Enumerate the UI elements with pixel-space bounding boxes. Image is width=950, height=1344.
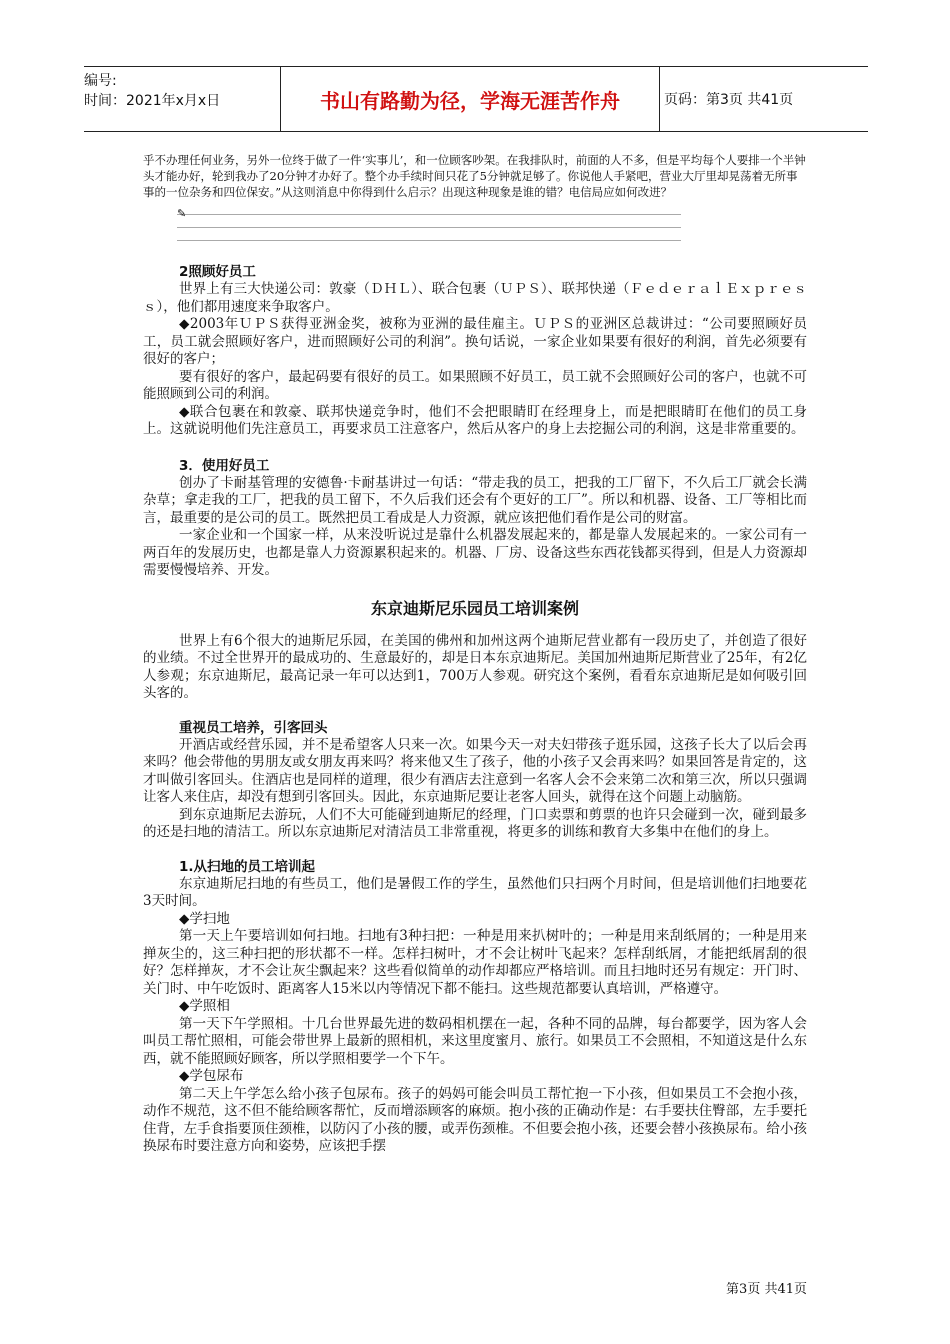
header-info [84, 71, 280, 111]
page-header [84, 66, 868, 132]
answer-line [177, 215, 681, 228]
pencil-icon: ✎ [177, 207, 187, 220]
paragraph: 创办了卡耐基管理的安德鲁·卡耐基讲过一句话：“带走我的员工，把我的工厂留下，不久后工厂就会长满杂草；拿走我的工厂，把我的员工留下，不久后我们还会有个更好的工厂”。所以和机器、设备、工厂等相比而言，最重要的是公司的员工。既然把员工看成是人力资源，就应该把他们看作是公司的财富。 [143, 474, 807, 526]
paragraph: 第一天下午学照相。十几台世界最先进的数码相机摆在一起，各种不同的品牌，每台都要学，因为客人会叫员工帮忙照相，可能会带世界上最新的照相机，来这里度蜜月、旅行。如果员工不会照相，不知道这是什么东西，就不能照顾好顾客，所以学照相要学一个下午。 [143, 1015, 807, 1067]
page-label: 页码：第3页 共41页 [664, 92, 794, 108]
number-label: 编号: [84, 73, 117, 89]
subheading: ◆学扫地 [179, 910, 230, 927]
case-title: 东京迪斯尼乐园员工培训案例 [370, 598, 579, 618]
paragraph: 要有很好的客户，最起码要有很好的员工。如果照顾不好员工，员工就不会照顾好公司的客户，也就不可能照顾到公司的利润。 [143, 368, 807, 402]
paragraph: 开酒店或经营乐园，并不是希望客人只来一次。如果今天一对夫妇带孩子逛乐园，这孩子长大了以后会再来吗？他会带他的男朋友或女朋友再来吗？将来他又生了孩子，他的小孩子又会再来吗？如果回答是肯定的，这才叫做引客回头。住酒店也是同样的道理，很少有酒店去注意到一名客人会不会来第二次和第三次，所以只强调让客人来住店，却没有想到引客回头。因此，东京迪斯尼要让老客人回头，就得在这个问题上动脑筋。 [143, 736, 807, 805]
document-body [143, 152, 807, 1156]
paragraph: 东京迪斯尼扫地的有些员工，他们是暑假工作的学生，虽然他们只扫两个月时间，但是培训他们扫地要花3天时间。 [143, 875, 807, 909]
paragraph: ◆联合包裹在和敦豪、联邦快递竞争时，他们不会把眼睛盯在经理身上，而是把眼睛盯在他们的员工身上。这就说明他们先注意员工，再要求员工注意客户，然后从客户的身上去挖掘公司的利润，这是非常重要的。 [143, 403, 807, 437]
section-title: 3．使用好员工 [179, 457, 270, 474]
section-title: 1.从扫地的员工培训起 [179, 858, 316, 875]
paragraph: 第二天上午学怎么给小孩子包尿布。孩子的妈妈可能会叫员工帮忙抱一下小孩，但如果员工不会抱小孩，动作不规范，这不但不能给顾客帮忙，反而增添顾客的麻烦。抱小孩的正确动作是：右手要扶住臀部，左手要托住背，左手食指要顶住颈椎，以防闪了小孩的腰，或弄伤颈椎。不但要会抱小孩，还要会替小孩换尿布。给小孩换尿布时要注意方向和姿势，应该把手摆 [143, 1085, 807, 1154]
answer-lines [177, 202, 807, 241]
paragraph: ◆2003年ＵＰＳ获得亚洲金奖，被称为亚洲的最佳雇主。ＵＰＳ的亚洲区总裁讲过：“公司要照顾好员工，员工就会照顾好客户，进而照顾好公司的利润”。换句话说，一家企业如果要有很好的利润，首先必须要有很好的客户； [143, 316, 807, 367]
paragraph: 一家企业和一个国家一样，从来没听说过是靠什么机器发展起来的，都是靠人发展起来的。一家公司有一两百年的发展历史，也都是靠人力资源累积起来的。机器、厂房、设备这些东西花钱都买得到，但是人力资源却需要慢慢培养、开发。 [143, 527, 807, 578]
motto: 书山有路勤为径，学海无涯苦作舟 [280, 67, 660, 131]
answer-line [177, 228, 681, 241]
paragraph: 到东京迪斯尼去游玩，人们不大可能碰到迪斯尼的经理，门口卖票和剪票的也许只会碰到一次，碰到最多的还是扫地的清洁工。所以东京迪斯尼对清洁员工非常重视，将更多的训练和教育大多集中在他们的身上。 [143, 806, 807, 840]
subheading: ◆学包尿布 [179, 1068, 244, 1084]
time-label: 时间：2021年x月x日 [84, 93, 221, 109]
paragraph: 世界上有三大快递公司：敦豪（ＤＨＬ）、联合包裹（ＵＰＳ）、联邦快递（ＦｅｄｅｒａｌＥｘｐｒｅｓｓ），他们都用速度来争取客户。 [143, 281, 807, 315]
paragraph: 世界上有6个很大的迪斯尼乐园，在美国的佛州和加州这两个迪斯尼营业都有一段历史了，并创造了很好的业绩。不过全世界开的最成功的、生意最好的，却是日本东京迪斯尼。美国加州迪斯尼斯营业了25年，有2亿人参观；东京迪斯尼，最高记录一年可以达到1，700万人参观。研究这个案例，看看东京迪斯尼是如何吸引回头客的。 [143, 632, 807, 701]
section-title: 重视员工培养，引客回头 [179, 719, 328, 736]
intro-text: 乎不办理任何业务，另外一位终于做了一件‘实事儿’，和一位顾客吵架。在我排队时，前面的人不多，但是平均每个人要排一个半钟头才能办好，轮到我办了20分钟才办好了。整个办手续时间只花了5分钟就足够了。你说他人手紧吧，营业大厅里却晃荡着无所事事的一位杂务和四位保安。”从这则消息中你得到什么启示？出现这种现象是谁的错？电信局应如何改进？ [143, 153, 806, 199]
paragraph: 第一天上午要培训如何扫地。扫地有3种扫把：一种是用来扒树叶的；一种是用来刮纸屑的；一种是用来掸灰尘的，这三种扫把的形状都不一样。怎样扫树叶，才不会让树叶飞起来？怎样刮纸屑，才能把纸屑刮的很好？怎样掸灰，才不会让灰尘飘起来？这些看似简单的动作却都应严格培训。而且扫地时还另有规定：开门时、关门时、中午吃饭时、距离客人15米以内等情况下都不能扫。这些规范都要认真培训，严格遵守。 [143, 928, 807, 997]
page-footer: 第3页 共41页 [726, 1282, 807, 1297]
section-title: 2照顾好员工 [179, 264, 256, 280]
subheading: ◆学照相 [179, 998, 230, 1014]
